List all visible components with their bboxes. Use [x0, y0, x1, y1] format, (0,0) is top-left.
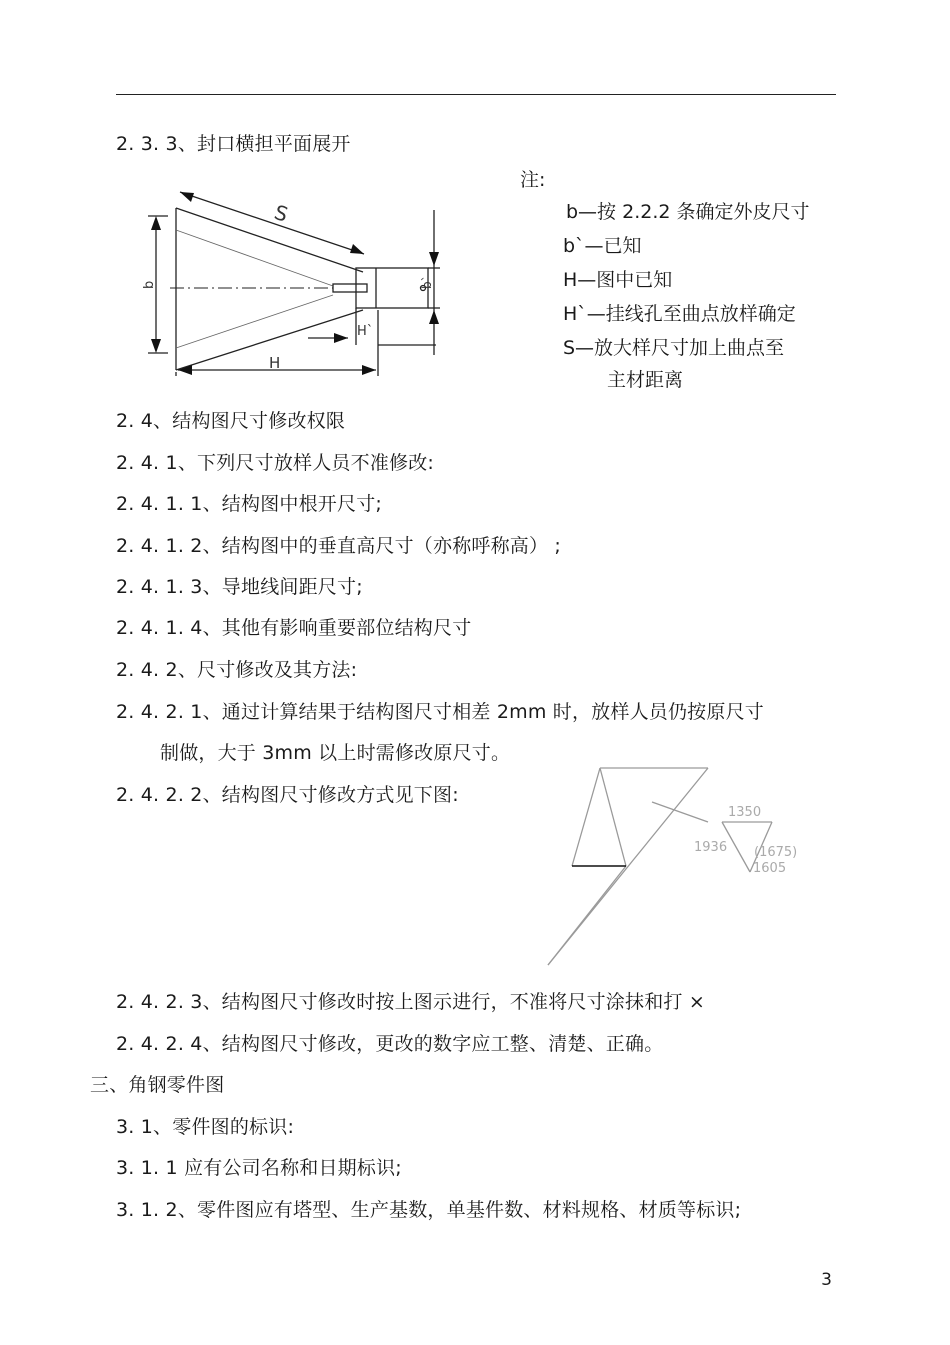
dimension-1350: 1350 — [728, 805, 762, 820]
section-heading-2-3-3: 2. 3. 3、封口横担平面展开 — [116, 133, 351, 155]
text-line: 2. 4. 1. 1、结构图中根开尺寸; — [116, 493, 382, 515]
header-rule — [116, 94, 836, 95]
section-heading-3: 三、角钢零件图 — [90, 1074, 225, 1096]
text-line: 2. 4. 1、下列尺寸放样人员不准修改: — [116, 452, 435, 474]
text-line: 2. 4、结构图尺寸修改权限 — [116, 410, 346, 432]
text-line: 2. 4. 2. 1、通过计算结果于结构图尺寸相差 2mm 时，放样人员仍按原尺寸 — [116, 701, 764, 723]
note-item: b—按 2.2.2 条确定外皮尺寸 — [566, 201, 810, 223]
text-line: 2. 4. 1. 2、结构图中的垂直高尺寸（亦称呼称高） ; — [116, 535, 562, 557]
dimension-h-prime-label: H` — [357, 324, 374, 339]
dimension-1936: 1936 — [694, 840, 728, 855]
cross-arm-development-diagram — [138, 180, 448, 380]
dimension-1675: (1675) — [754, 845, 798, 860]
text-line: 2. 4. 1. 4、其他有影响重要部位结构尺寸 — [116, 617, 472, 639]
text-line: 3. 1、零件图的标识: — [116, 1116, 295, 1138]
dimension-b-label: b — [142, 280, 157, 289]
dimension-b-prime-label: b` — [420, 275, 434, 289]
dimension-h-label: H — [269, 354, 281, 372]
text-line: 2. 4. 1. 3、导地线间距尺寸; — [116, 576, 363, 598]
note-item: 主材距离 — [607, 369, 684, 391]
text-line: 2. 4. 2. 2、结构图尺寸修改方式见下图: — [116, 784, 459, 806]
text-line: 2. 4. 2. 3、结构图尺寸修改时按上图示进行，不准将尺寸涂抹和打 × — [116, 991, 705, 1013]
notes-title: 注: — [520, 169, 546, 191]
dimension-1605: 1605 — [753, 861, 787, 876]
text-line: 2. 4. 2. 4、结构图尺寸修改，更改的数字应工整、清楚、正确。 — [116, 1033, 664, 1055]
dimension-modification-diagram — [540, 760, 820, 970]
note-item: H`—挂线孔至曲点放样确定 — [563, 303, 796, 325]
note-item: b`—已知 — [563, 235, 642, 257]
note-item: S—放大样尺寸加上曲点至 — [563, 337, 785, 359]
text-line: 3. 1. 2、零件图应有塔型、生产基数，单基件数、材料规格、材质等标识; — [116, 1199, 742, 1221]
text-line: 2. 4. 2、尺寸修改及其方法: — [116, 659, 358, 681]
text-line: 3. 1. 1 应有公司名称和日期标识; — [116, 1157, 402, 1179]
text-line: 制做，大于 3mm 以上时需修改原尺寸。 — [160, 742, 511, 764]
dimension-s-label: S — [271, 199, 291, 227]
page-number: 3 — [821, 1270, 832, 1290]
note-item: H—图中已知 — [563, 269, 673, 291]
